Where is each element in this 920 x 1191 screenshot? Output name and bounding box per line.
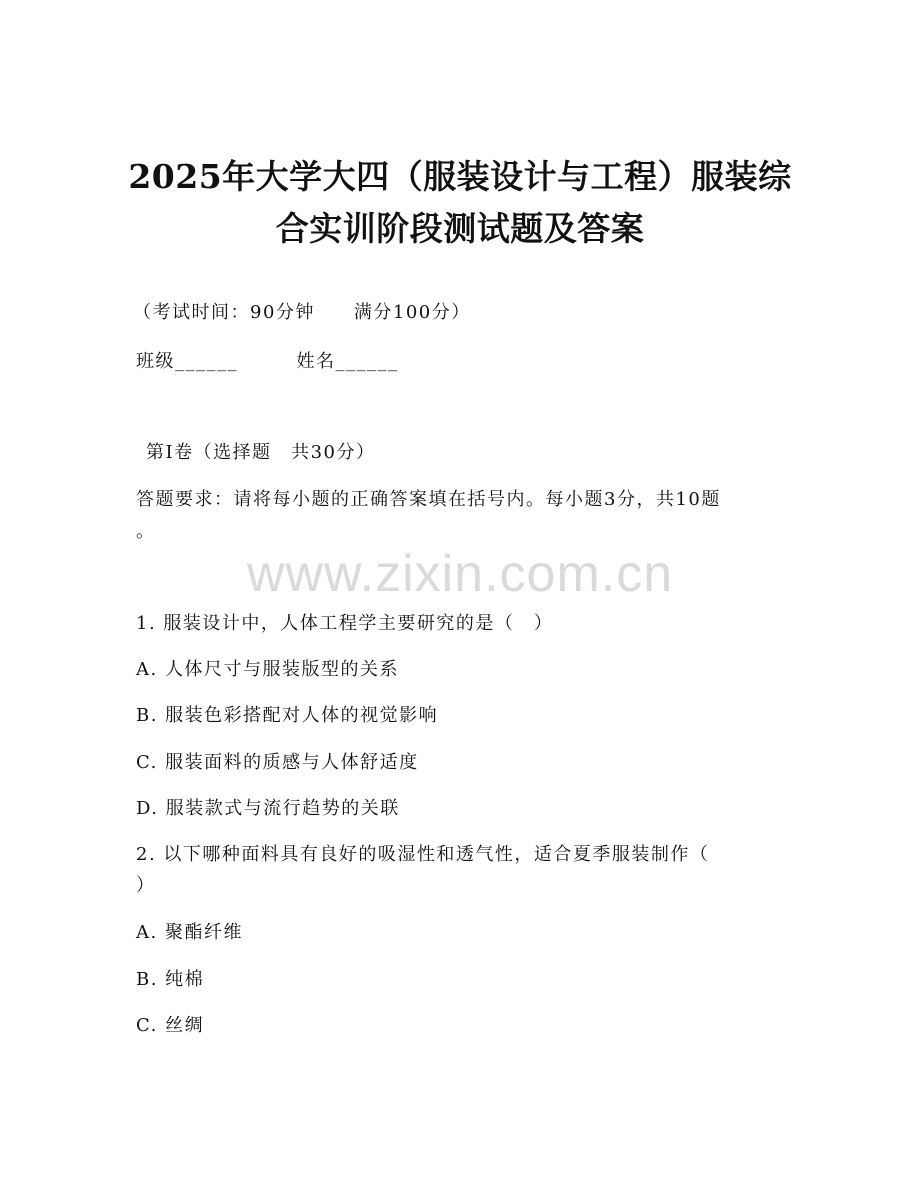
class-name-fields: 班级______ 姓名______	[136, 351, 399, 372]
watermark: www.zixin.com.cn	[246, 545, 674, 603]
question-2-stem-line-2: ）	[136, 875, 156, 896]
question-1-option-c: C. 服装面料的质感与人体舒适度	[136, 752, 419, 773]
exam-info: （考试时间：90分钟 满分100分）	[133, 302, 471, 323]
question-2-stem-line-1: 2. 以下哪种面料具有良好的吸湿性和透气性，适合夏季服装制作（	[136, 844, 710, 865]
question-1-stem: 1. 服装设计中，人体工程学主要研究的是（ ）	[136, 613, 554, 634]
question-2-option-c: C. 丝绸	[136, 1015, 205, 1036]
instructions-line-2: 。	[136, 521, 156, 542]
section-header: 第I卷（选择题 共30分）	[146, 442, 376, 463]
question-2-option-b: B. 纯棉	[136, 969, 205, 990]
question-1-option-b: B. 服装色彩搭配对人体的视觉影响	[136, 705, 439, 726]
document-title-line-2: 合实训阶段测试题及答案	[275, 209, 645, 248]
document-title-line-1: 2025年大学大四（服装设计与工程）服装综	[128, 157, 792, 196]
question-2-option-a: A. 聚酯纤维	[136, 922, 243, 943]
question-1-option-a: A. 人体尺寸与服装版型的关系	[136, 659, 399, 680]
question-1-option-d: D. 服装款式与流行趋势的关联	[136, 798, 400, 819]
instructions-line-1: 答题要求：请将每小题的正确答案填在括号内。每小题3分，共10题	[136, 489, 721, 510]
